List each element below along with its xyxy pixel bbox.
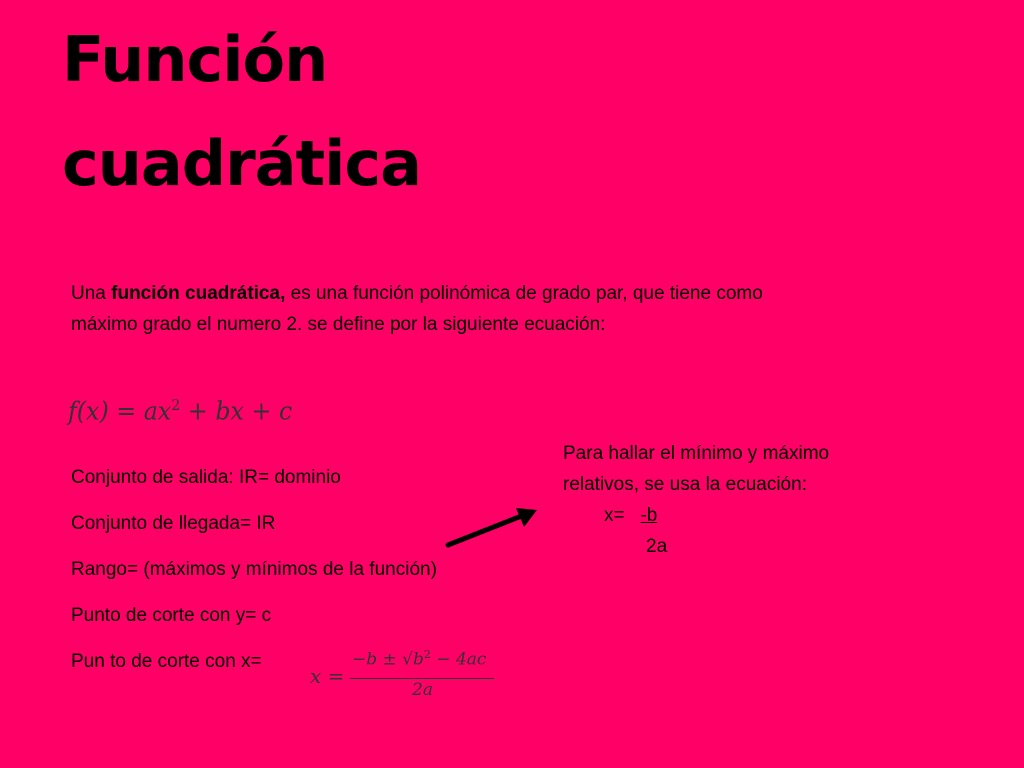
quadratic-formula-numerator [352,648,486,670]
title-line-1: Función [62,23,328,96]
formula-rhs: + bx + c [180,396,293,426]
vertex-x-label: x= [604,505,625,526]
property-x-intercept: Pun to de corte con x= [71,651,262,672]
fraction-bar [350,678,494,679]
vertex-numerator: -b [640,505,658,526]
vertex-formula [604,500,667,562]
formula-exponent: 2 [171,396,181,414]
intro-rest: es una función polinómica de grado par, que tiene como [285,283,763,304]
quadratic-numerator-exponent: 2 [423,648,431,661]
formula-lhs: f(x) = ax [68,396,172,426]
vertex-denominator: 2a [646,536,668,557]
title-line-2: cuadrática [62,127,422,200]
intro-line-2: máximo grado el numero 2. se define por la siguiente ecuación: [71,314,606,335]
property-y-intercept: Punto de corte con y= c [71,605,272,626]
quadratic-formula-denominator: 2a [412,680,433,700]
property-codomain: Conjunto de llegada= IR [71,513,276,534]
intro-bold-term: función cuadrática, [111,283,286,304]
property-domain: Conjunto de salida: IR= dominio [71,467,341,488]
quadratic-numerator-end: − 4ac [430,649,487,670]
property-range: Rango= (máximos y mínimos de la función) [71,559,437,580]
extrema-note-line-1: Para hallar el mínimo y máximo [563,443,830,464]
extrema-note-line-2: relativos, se usa la ecuación: [563,474,807,495]
extrema-note [563,438,923,500]
intro-prefix: Una [71,283,112,304]
quadratic-formula-lhs: x = [310,664,345,688]
quadratic-numerator-start: −b ± √b [352,649,424,670]
